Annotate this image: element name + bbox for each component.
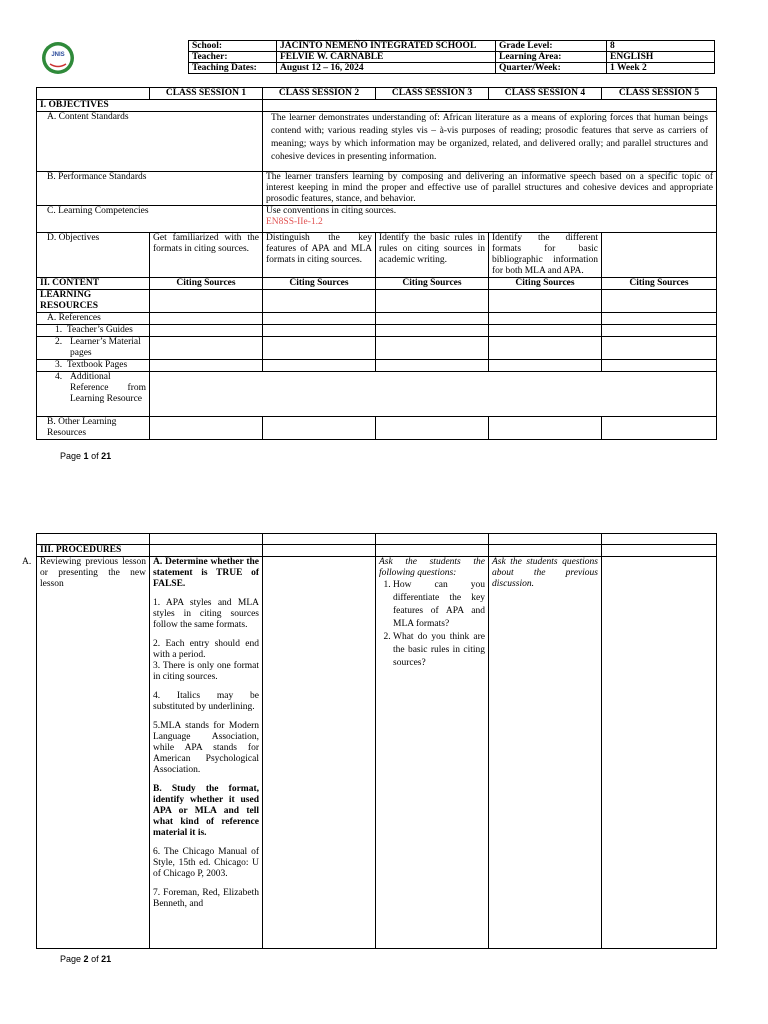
question-item: 1. How can you differentiate the key features of APA and MLA formats? [393,579,485,631]
question-item: 2. What do you think are the basic rules in citing sources? [393,631,485,670]
resources-title: LEARNING RESOURCES [37,290,150,313]
procedure-a-session-3: Ask the students the following questions: 1. How can you differentiate the key features of APA and MLA formats? 2. What do you think are the basic rules in citing sources? [376,557,489,949]
objectives-title: I. OBJECTIVES [37,100,263,112]
dates-value: August 12 – 16, 2024 [277,63,496,74]
quarter-label: Quarter/Week: [496,63,607,74]
corner-cell [37,88,150,100]
content-topic: Citing Sources [150,278,263,290]
dll-table-page2 [22,533,717,949]
content-topic: Citing Sources [376,278,489,290]
content-topic: Citing Sources [489,278,602,290]
session-header: CLASS SESSION 3 [376,88,489,100]
performance-standards-label: B. Performance Standards [37,172,263,206]
grade-label: Grade Level: [496,41,607,52]
objective-session-4: Identify the different formats for basic bibliographic information for both MLA and APA. [489,233,602,278]
procedure-a-session-1: A. Determine whether the statement is TRUE of FALSE. 1. APA styles and MLA styles in citing sources follow the same formats. 2. Each entry should end with a period. 3. There is only one format in citing sources. 4. Italics may be substituted by underlining. 5.MLA stands for Modern Language Association, while APA stands for American Psychological Association. B. Study the format, identify whether it used APA or MLA and tell what kind of reference material it is. 6. The Chicago Manual of Style, 15th ed. Chicago: U of Chicago P, 2003. 7. Foreman, Red, Elizabeth Benneth, and [150,557,263,949]
objective-session-5 [602,233,717,278]
grade-value: 8 [607,41,715,52]
school-label: School: [189,41,277,52]
competency-code: EN8SS-IIe-1.2 [266,217,323,227]
objective-session-1: Get familiarized with the formats in citing sources. [150,233,263,278]
references-label: A. References [37,313,150,325]
session-header: CLASS SESSION 1 [150,88,263,100]
teachers-guides-label: 1. Teacher’s Guides [37,325,150,337]
procedure-a-session-5 [602,557,717,949]
procedure-a-session-2 [263,557,376,949]
header-table [188,40,715,74]
objectives-blank [263,100,717,112]
teacher-name: FELVIE W. CARNABLE [277,52,496,63]
teacher-label: Teacher: [189,52,277,63]
content-standards-label: A. Content Standards [37,112,263,172]
dll-table-page1 [36,87,717,440]
learners-material-label: 2. Learner’s Material pages [37,337,150,360]
content-standards-text: The learner demonstrates understanding of: African literature as a means of exploring forces that human beings contend with; various reading styles vis – à-vis purposes of reading; prosodic features that serve as carriers of meaning; ways by which information may be organized, related, and delivered orally; and parallel structures and cohesive devices in presenting information. [263,112,717,172]
textbook-pages-label: 3. Textbook Pages [37,360,150,372]
area-label: Learning Area: [496,52,607,63]
objectives-label: D. Objectives [37,233,150,278]
content-title: II. CONTENT [37,278,150,290]
objective-session-2: Distinguish the key features of APA and MLA formats in citing sources. [263,233,376,278]
school-logo [36,41,80,75]
school-name: JACINTO NEMEÑO INTEGRATED SCHOOL [277,41,496,52]
competencies-cell [263,206,717,233]
quarter-value: 1 Week 2 [607,63,715,74]
procedure-a-label: A. Reviewing previous lesson or presenting the new lesson [37,557,150,949]
performance-standards-text: The learner transfers learning by composing and delivering an informative speech based on a specific topic of interest keeping in mind the proper and effective use of parallel structures and cohesive devices and appropriate prosodic features, stance, and behavior. [263,172,717,206]
competency-text: Use conventions in citing sources. [266,206,397,216]
content-topic: Citing Sources [263,278,376,290]
content-topic: Citing Sources [602,278,717,290]
additional-reference-blank [150,372,717,417]
dates-label: Teaching Dates: [189,63,277,74]
session-header: CLASS SESSION 4 [489,88,602,100]
procedure-a-session-4: Ask the students questions about the previous discussion. [489,557,602,949]
area-value: ENGLISH [607,52,715,63]
logo-text: JNIS [51,52,65,58]
additional-reference-label: 4. Additional Reference from Learning Resource [37,372,150,417]
objective-session-3: Identify the basic rules in rules on citing sources in academic writing. [376,233,489,278]
page-footer-1: Page 1 of 21 [60,451,112,461]
session-header: CLASS SESSION 2 [263,88,376,100]
other-resources-label: B. Other Learning Resources [37,417,150,440]
procedures-title: III. PROCEDURES [37,545,150,557]
session-header: CLASS SESSION 5 [602,88,717,100]
page-footer-2: Page 2 of 21 [60,954,112,964]
competencies-label: C. Learning Competencies [37,206,263,233]
